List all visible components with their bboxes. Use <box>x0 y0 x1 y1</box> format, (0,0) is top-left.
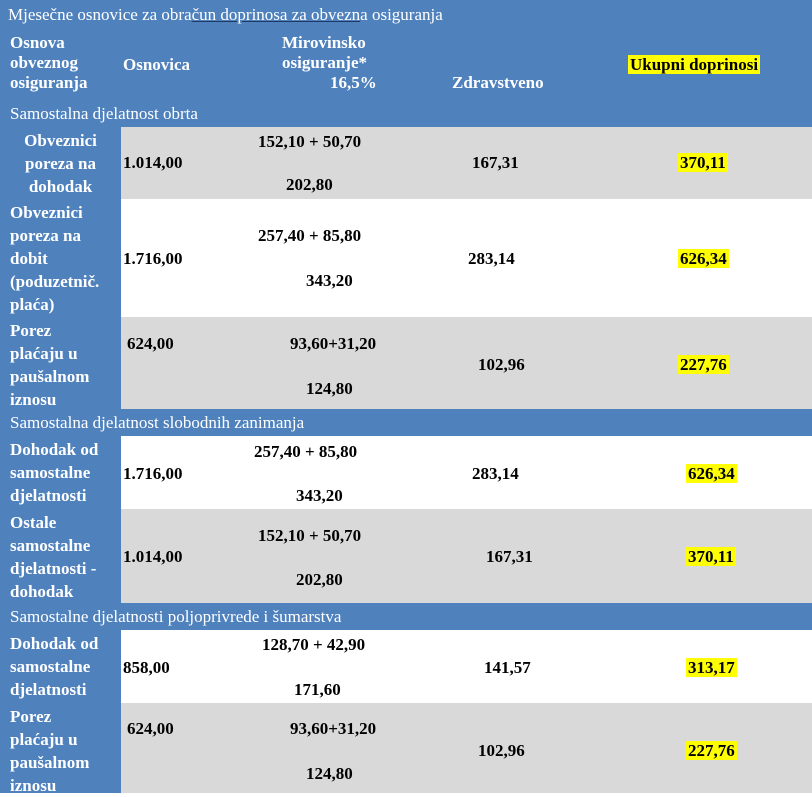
osnovica-value: 1.716,00 <box>123 464 183 483</box>
osnovica-value: 624,00 <box>127 334 174 353</box>
osnovica-value: 858,00 <box>123 658 170 677</box>
header-mirovinsko: Mirovinsko osiguranje* 16,5% <box>282 33 377 92</box>
mirovinsko-split: 93,60+31,20 <box>290 719 377 738</box>
osnovica-value: 1.014,00 <box>123 153 183 172</box>
section-obrta: Samostalna djelatnost obrta <box>0 100 812 127</box>
row-label: Ostale samostalne djelatnosti - dohodak <box>0 509 121 603</box>
table-row <box>0 317 812 409</box>
header-osnovica: Osnovica <box>123 55 191 74</box>
table-row <box>0 127 812 199</box>
mirovinsko-split: 257,40 + 85,80 <box>258 226 362 245</box>
ukupno-value: 626,34 <box>688 464 735 483</box>
row-label: Dohodak od samostalne djelatnosti <box>0 436 121 509</box>
ukupno-value: 313,17 <box>688 658 735 677</box>
section-slobodnih-zanimanja: Samostalna djelatnost slobodnih zanimanja <box>0 409 812 436</box>
table-title <box>0 0 812 29</box>
mirovinsko-split: 128,70 + 42,90 <box>262 635 366 654</box>
mirovinsko-total: 343,20 <box>296 486 343 505</box>
mirovinsko-split: 93,60+31,20 <box>290 334 377 353</box>
ukupno-value: 370,11 <box>688 547 734 566</box>
header-zdravstveno: Zdravstveno <box>452 73 544 92</box>
mirovinsko-split: 152,10 + 50,70 <box>258 526 362 545</box>
header-osnova: Osnova obveznog osiguranja <box>10 33 88 92</box>
mirovinsko-total: 171,60 <box>294 680 341 699</box>
row-label: Porez plaćaju u paušalnom iznosu <box>0 317 121 409</box>
mirovinsko-total: 202,80 <box>296 570 343 589</box>
ukupno-value: 227,76 <box>680 355 727 374</box>
ukupno-value: 370,11 <box>680 153 726 172</box>
mirovinsko-total: 124,80 <box>306 379 353 398</box>
zdravstveno-value: 141,57 <box>484 658 531 677</box>
row-label: Porez plaćaju u paušalnom iznosu <box>0 703 121 793</box>
section-poljoprivrede: Samostalne djelatnosti poljoprivrede i šumarstva <box>0 603 812 630</box>
table-title-part2: čun doprinosa za obvezn <box>191 5 361 24</box>
table-row <box>0 199 812 317</box>
table-row <box>0 509 812 603</box>
row-label: Obveznici poreza na dobit (poduzetnič. plaća) <box>0 199 121 317</box>
zdravstveno-value: 102,96 <box>478 355 525 374</box>
header-ukupni: Ukupni doprinosi <box>630 55 759 74</box>
mirovinsko-total: 124,80 <box>306 764 353 783</box>
ukupno-value: 626,34 <box>680 249 727 268</box>
row-label: Obveznici poreza na dohodak <box>0 127 121 199</box>
mirovinsko-split: 257,40 + 85,80 <box>254 442 358 461</box>
osnovica-value: 1.716,00 <box>123 249 183 268</box>
zdravstveno-value: 283,14 <box>468 249 515 268</box>
table-row <box>0 703 812 793</box>
osnovica-value: 1.014,00 <box>123 547 183 566</box>
zdravstveno-value: 283,14 <box>472 464 519 483</box>
table-header <box>0 29 812 100</box>
zdravstveno-value: 102,96 <box>478 741 525 760</box>
table-row <box>0 630 812 703</box>
zdravstveno-value: 167,31 <box>472 153 519 172</box>
zdravstveno-value: 167,31 <box>486 547 533 566</box>
osnovica-value: 624,00 <box>127 719 174 738</box>
mirovinsko-total: 343,20 <box>306 271 353 290</box>
table-title-part1: Mjesečne osnovice za obra <box>8 5 192 24</box>
row-label: Dohodak od samostalne djelatnosti <box>0 630 121 703</box>
table-row <box>0 436 812 509</box>
table-title-part3: a osiguranja <box>360 5 443 24</box>
mirovinsko-total: 202,80 <box>286 175 333 194</box>
mirovinsko-split: 152,10 + 50,70 <box>258 132 362 151</box>
ukupno-value: 227,76 <box>688 741 735 760</box>
